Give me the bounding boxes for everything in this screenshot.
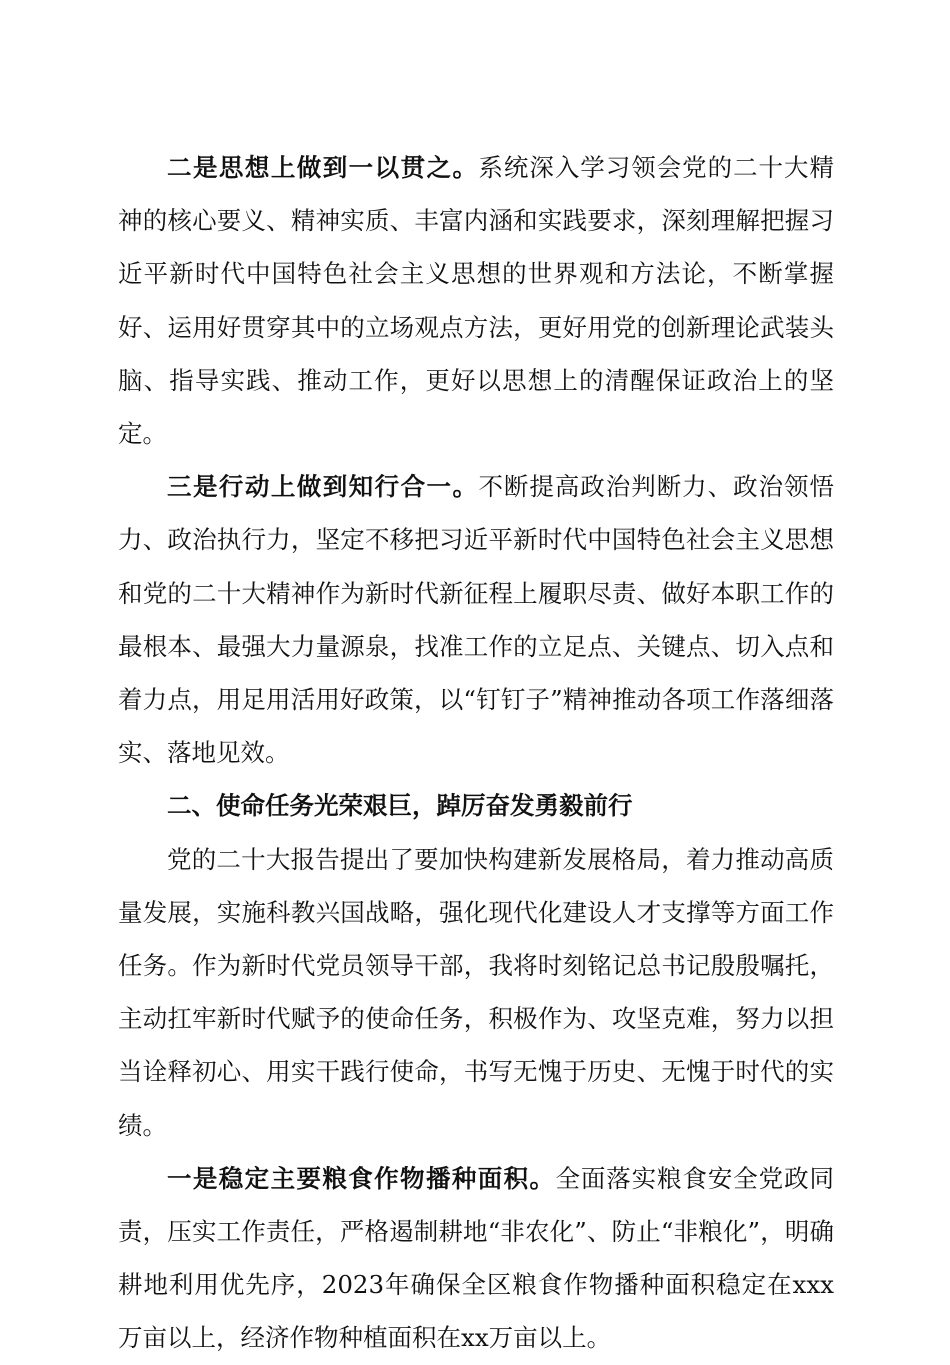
paragraph-action: [118, 460, 834, 779]
section-heading: 二、使命任务光荣艰巨，踔厉奋发勇毅前行: [167, 791, 633, 821]
paragraph-text: 不断提高政治判断力、政治领悟力、政治执行力，坚定不移把习近平新时代中国特色社会主义思想和党的二十大精神作为新时代新征程上履职尽责、做好本职工作的最根本、最强大力量源泉，找准工作的立足点、关键点、切入点和着力点，用足用活用好政策，以“钉钉子”精神推动各项工作落细落实、落地见效。: [118, 472, 834, 768]
paragraph-lead: 三是行动上做到知行合一。: [167, 472, 479, 502]
paragraph-mission: [118, 833, 834, 1152]
paragraph-grain: [118, 1152, 834, 1365]
paragraph-text: 党的二十大报告提出了要加快构建新发展格局，着力推动高质量发展，实施科教兴国战略，强化现代化建设人才支撑等方面工作任务。作为新时代党员领导干部，我将时刻铭记总书记殷殷嘱托，主动扛牢新时代赋予的使命任务，积极作为、攻坚克难，努力以担当诠释初心、用实干践行使命，书写无愧于历史、无愧于时代的实绩。: [118, 844, 834, 1140]
paragraph-lead: 二是思想上做到一以贯之。: [167, 153, 479, 182]
paragraph-lead: 一是稳定主要粮食作物播种面积。: [167, 1163, 556, 1193]
document-body: [118, 141, 834, 1365]
paragraph-text: 系统深入学习领会党的二十大精神的核心要义、精神实质、丰富内涵和实践要求，深刻理解把握习近平新时代中国特色社会主义思想的世界观和方法论，不断掌握好、运用好贯穿其中的立场观点方法，更好用党的创新理论武装头脑、指导实践、推动工作，更好以思想上的清醒保证政治上的坚定。: [118, 153, 834, 449]
paragraph-ideology: [118, 141, 834, 460]
paragraph-text: 全面落实粮食安全党政同责，压实工作责任，严格遏制耕地“非农化”、防止“非粮化”，明确耕地利用优先序，2023年确保全区粮食作物播种面积稳定在xxx万亩以上，经济作物种植面积在xx万亩以上。: [118, 1163, 834, 1353]
